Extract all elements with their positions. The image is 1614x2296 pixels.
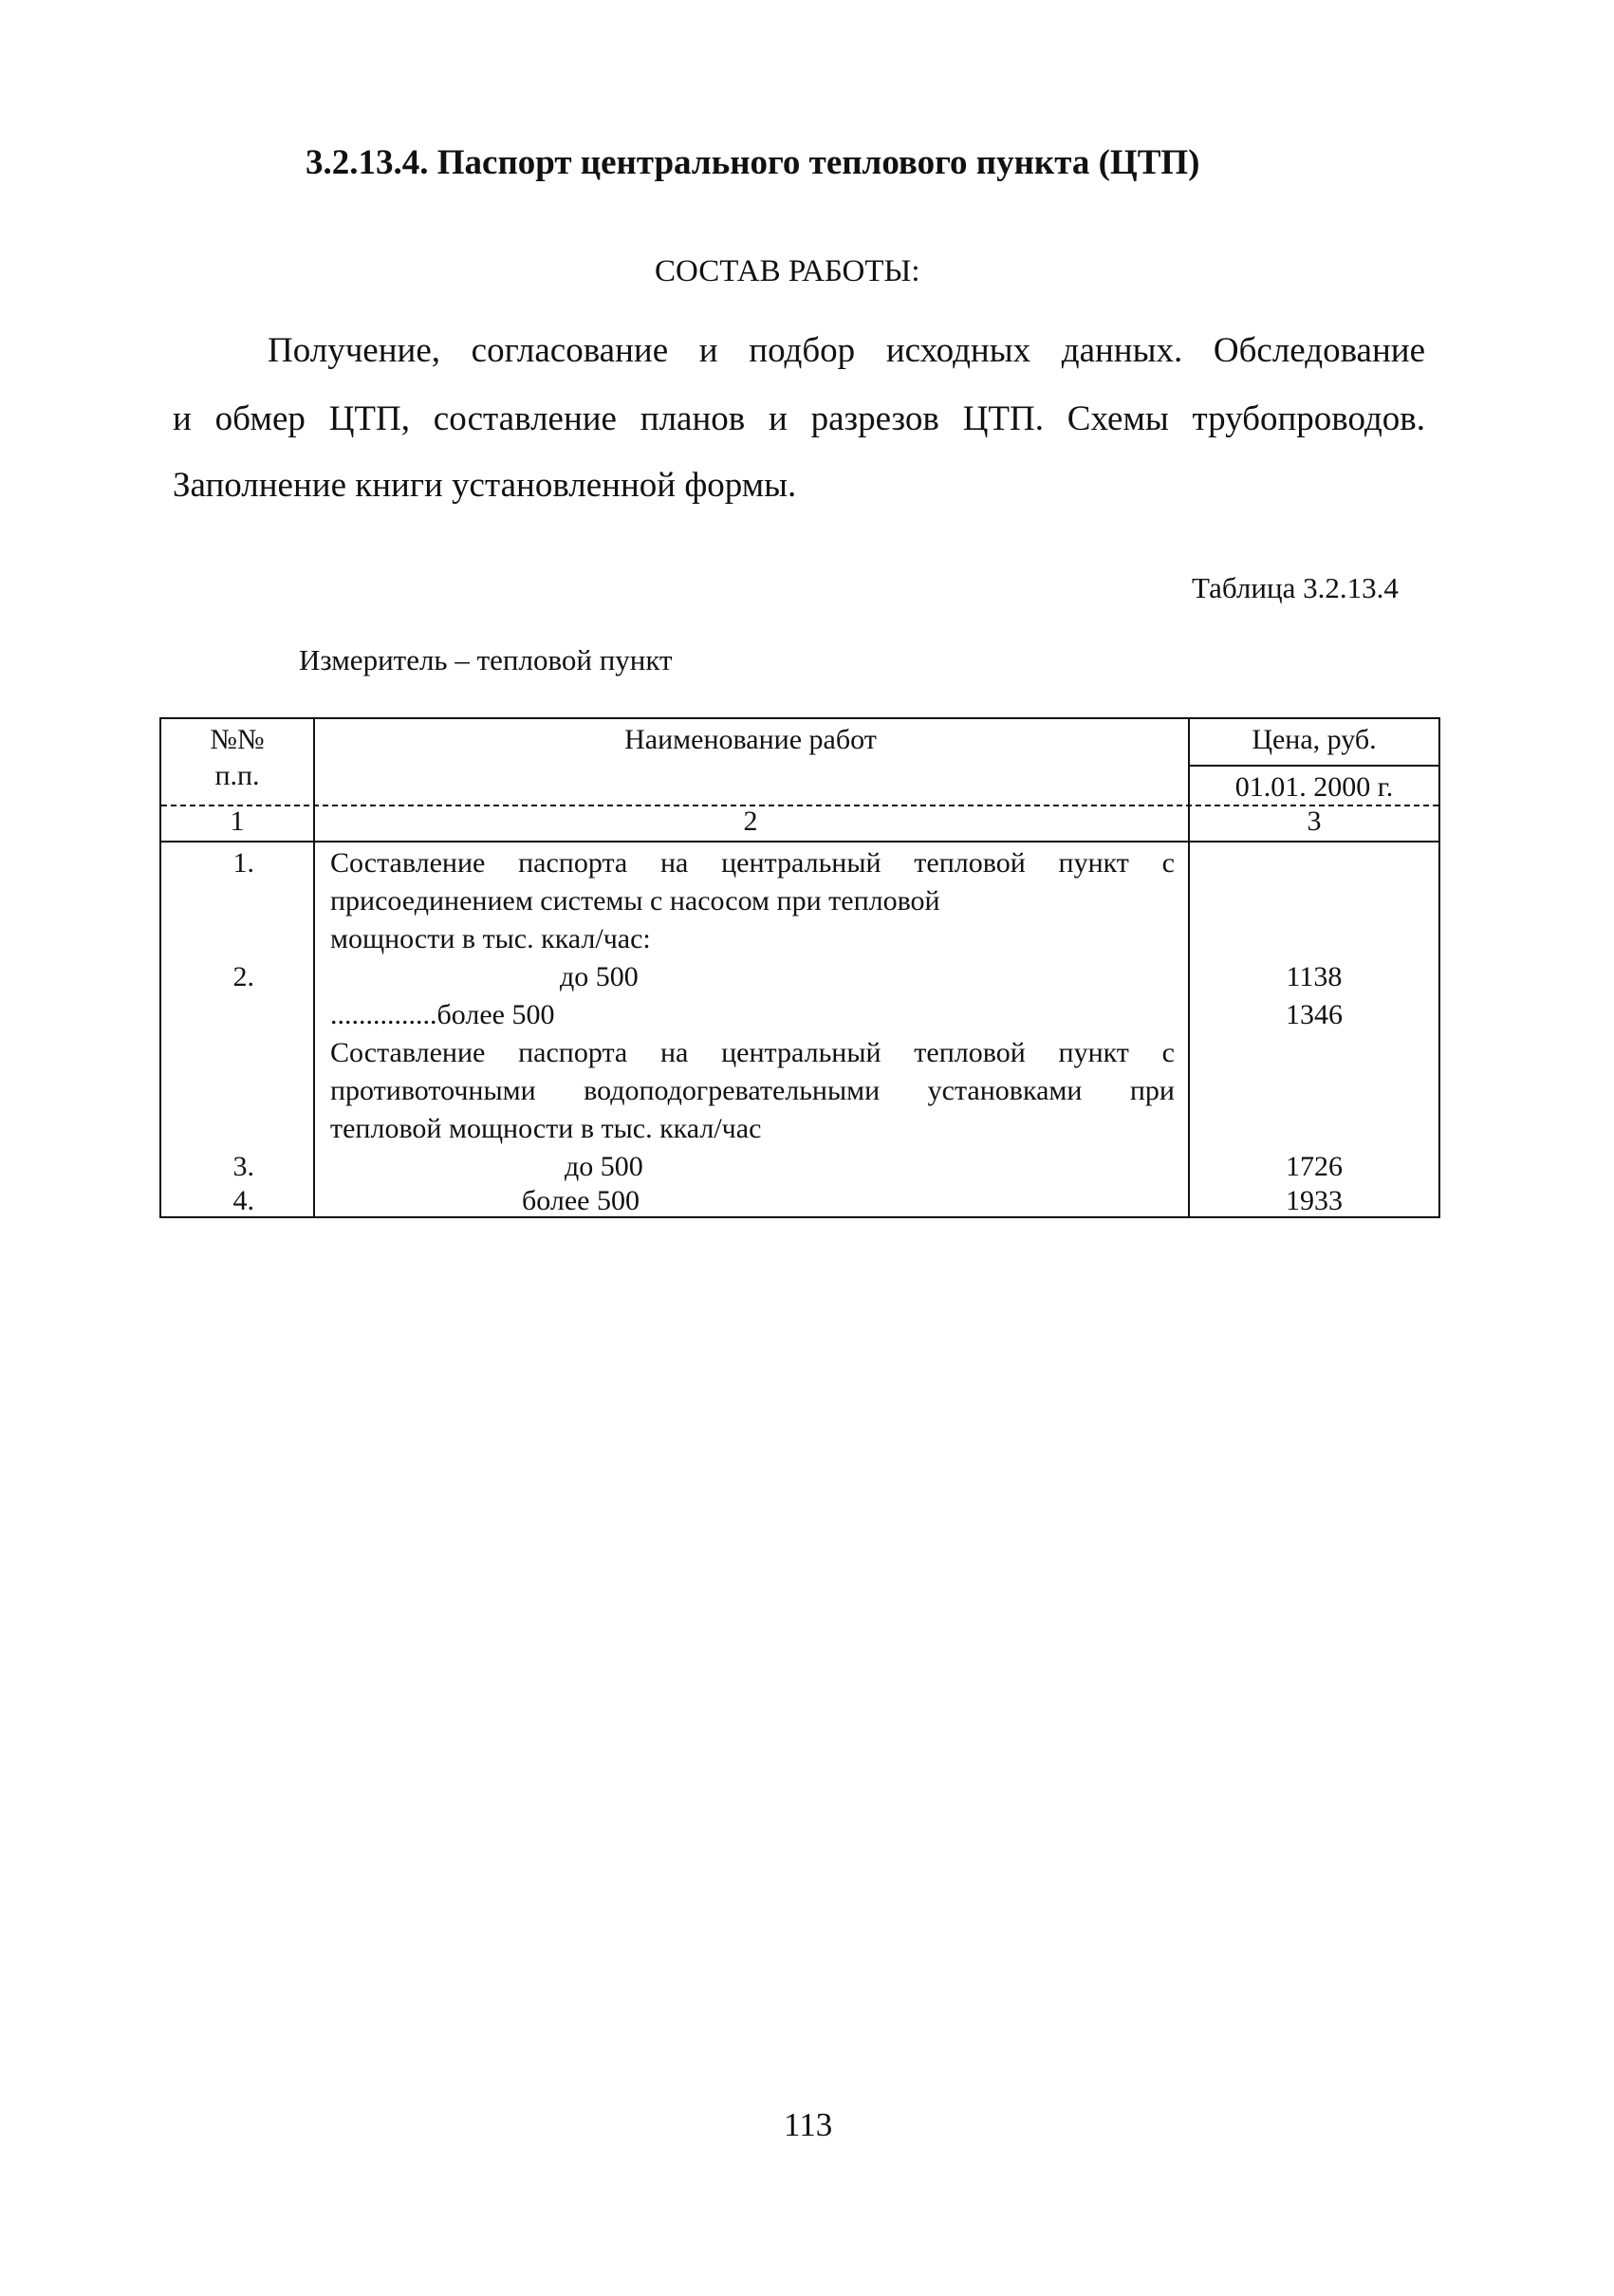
row-number: 2. — [232, 961, 254, 992]
row-description: до 500 — [560, 961, 639, 992]
composition-heading: СОСТАВ РАБОТЫ: — [655, 254, 920, 288]
header-price-date: 01.01. 2000 г. — [1234, 771, 1394, 803]
row-number: 3. — [232, 1151, 254, 1182]
composition-line-1: Получение, согласование и подбор исходных данных. Обследование — [268, 331, 1425, 370]
header-number: №№ — [210, 724, 265, 755]
composition-line-3: Заполнение книги установленной формы. — [173, 466, 797, 505]
header-work-name: Наименование работ — [624, 724, 877, 755]
row-number: 1. — [232, 847, 254, 879]
page-number: 113 — [784, 2106, 833, 2143]
table-divider — [1188, 765, 1438, 767]
table-divider — [313, 719, 315, 1216]
composition-line-2: и обмер ЦТП, составление планов и разрезов ЦТП. Схемы трубопроводов. — [173, 399, 1425, 438]
row-description: присоединением системы с насосом при тепловой — [330, 885, 940, 917]
row-description: Составление паспорта на центральный тепловой пункт с — [330, 847, 1175, 879]
row-description: ...............более 500 — [330, 999, 555, 1030]
header-price: Цена, руб. — [1252, 724, 1377, 755]
row-description: противоточными водоподогревательными установками при — [330, 1075, 1175, 1106]
table-label: Таблица 3.2.13.4 — [1192, 571, 1399, 604]
header-number-sub: п.п. — [214, 760, 260, 791]
row-price: 1346 — [1286, 999, 1343, 1030]
table-divider — [161, 841, 1438, 842]
row-price: 1138 — [1286, 961, 1343, 992]
price-table — [159, 717, 1440, 1218]
row-description: тепловой мощности в тыс. ккал/час — [330, 1113, 762, 1144]
unit-label: Измеритель – тепловой пункт — [299, 643, 673, 676]
row-description: до 500 — [565, 1151, 643, 1182]
row-price: 1726 — [1286, 1151, 1343, 1182]
column-number: 2 — [743, 805, 758, 837]
section-title: 3.2.13.4. Паспорт центрального теплового пункта (ЦТП) — [306, 143, 1200, 182]
column-number: 1 — [230, 805, 245, 837]
row-price: 1933 — [1286, 1185, 1343, 1216]
column-number: 3 — [1307, 805, 1322, 837]
row-description: мощности в тыс. ккал/час: — [330, 923, 651, 954]
row-number: 4. — [232, 1185, 254, 1216]
row-description: Составление паспорта на центральный тепловой пункт с — [330, 1037, 1175, 1068]
row-description: более 500 — [522, 1185, 640, 1216]
